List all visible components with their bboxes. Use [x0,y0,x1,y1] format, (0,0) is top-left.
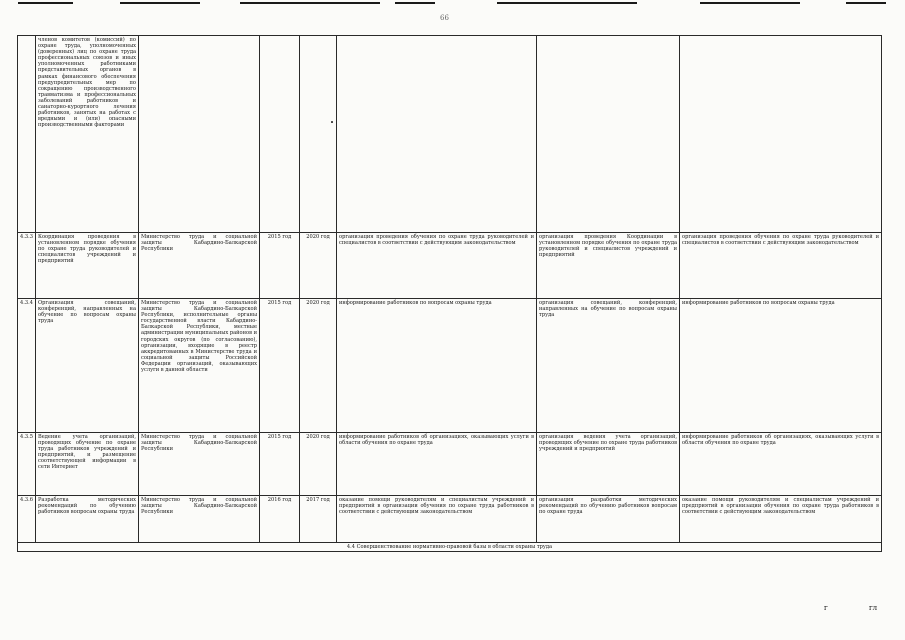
measure-end-year [300,36,337,233]
measure-direction [537,36,680,233]
footer-mark: гл [869,604,878,612]
measure-direction: организация ведения учета организаций, проводящих обучение по охране труда работников учреждений и предприятий [537,433,680,496]
measure-direction: организация разработки методических рекомендаций по обучению работников вопросам по охране труда [537,496,680,543]
table-row [18,233,882,299]
section-heading: 4.4 Совершенствование нормативно-правовой базы в области охраны труда [18,543,882,552]
measure-result [337,36,537,233]
measure-executor: Министерство труда и социальной защиты Кабардино-Балкарской Республики, исполнительные органы государственной власти Кабардино-Балкарской Республики, местные администрации муниципальных районов и городских округов (по согласованию), организации, входящие в реестр аккредитованных в Министерстве труда и социальной защиты Российской Федерации организаций, оказывающих услуги в данной области [139,299,260,433]
measure-name: Координация проведения в установленном порядке обучения по охране труда руководителей и специалистов учреждений и предприятий [36,233,139,299]
scan-edge-line [240,2,380,4]
measure-result: оказание помощи руководителям и специалистам учреждений и предприятий в организации обучения по охране труда работников в соответствии с действующим законодательством [337,496,537,543]
page-number: 66 [440,14,449,22]
table-row [18,433,882,496]
table-row [18,36,882,233]
measure-executor: Министерство труда и социальной защиты Кабардино-Балкарской Республики [139,233,260,299]
scan-edge-line [120,2,200,4]
measure-end-year: 2017 год [300,496,337,543]
measure-number: 4.3.6 [18,496,36,543]
measure-executor: Министерство труда и социальной защиты Кабардино-Балкарской Республики [139,433,260,496]
measure-number: 4.3.5 [18,433,36,496]
measure-direction: организация проведения Координации в установленном порядке обучения по охране труда руководителей и специалистов учреждений и предприятий [537,233,680,299]
measure-executor: Министерство труда и социальной защиты Кабардино-Балкарской Республики [139,496,260,543]
measure-result: организация проведения обучения по охране труда руководителей и специалистов в соответствии с действующим законодательством [337,233,537,299]
program-measures-table [17,35,882,552]
measure-start-year: 2015 год [260,299,300,433]
measure-name: Разработка методических рекомендаций по обучению работников вопросам охраны труда [36,496,139,543]
measure-end-year: 2020 год [300,233,337,299]
measure-result: информирование работников об организациях, оказывающих услуги в области обучения по охране труда [337,433,537,496]
measure-start-year: 2015 год [260,233,300,299]
scan-edge-line [395,2,435,4]
measure-end-year: 2020 год [300,433,337,496]
measure-name: членов комитетов (комиссий) по охране труда, уполномоченных (доверенных) лиц по охране труда профессиональных союзов и иных уполномоченных работниками представительных органов в рамках финансового обеспечения предупредительных мер по сокращению производственного травматизма и профессиональных заболеваний работников и санаторно-курортного лечения работников, занятых на работах с вредными и (или) опасными производственными факторами [36,36,139,233]
scan-edge-line [497,2,637,4]
measure-name: Ведение учета организаций, проводящих обучение по охране труда работников учреждений и предприятий, и размещение соответствующей информации в сети Интернет [36,433,139,496]
measure-link [680,36,882,233]
measure-number: 4.3.4 [18,299,36,433]
measure-link: информирование работников об организациях, оказывающих услуги в области обучения по охране труда [680,433,882,496]
measure-link: оказание помощи руководителям и специалистам учреждений и предприятий в организации обучения по охране труда работников в соответствии с действующим законодательством [680,496,882,543]
scan-edge-line [700,2,800,4]
measure-result: информирование работников по вопросам охраны труда [337,299,537,433]
scan-speck [331,121,333,123]
footer-mark: г [824,604,828,612]
measure-number: 4.3.3 [18,233,36,299]
measure-end-year: 2020 год [300,299,337,433]
section-heading-row [18,543,882,552]
measure-number [18,36,36,233]
measure-start-year: 2016 год [260,496,300,543]
measure-link: организация проведения обучения по охране труда руководителей и специалистов в соответствии с действующим законодательством [680,233,882,299]
measure-name: Организация совещаний, конференций, направленных на обучение по вопросам охраны труда [36,299,139,433]
measure-link: информирование работников по вопросам охраны труда [680,299,882,433]
table-row [18,299,882,433]
scan-edge-line [18,2,73,4]
measure-executor [139,36,260,233]
measure-direction: организация совещаний, конференций, направленных на обучение по вопросам охраны труда [537,299,680,433]
table-row [18,496,882,543]
measure-start-year [260,36,300,233]
measure-start-year: 2015 год [260,433,300,496]
scan-edge-line [846,2,886,4]
